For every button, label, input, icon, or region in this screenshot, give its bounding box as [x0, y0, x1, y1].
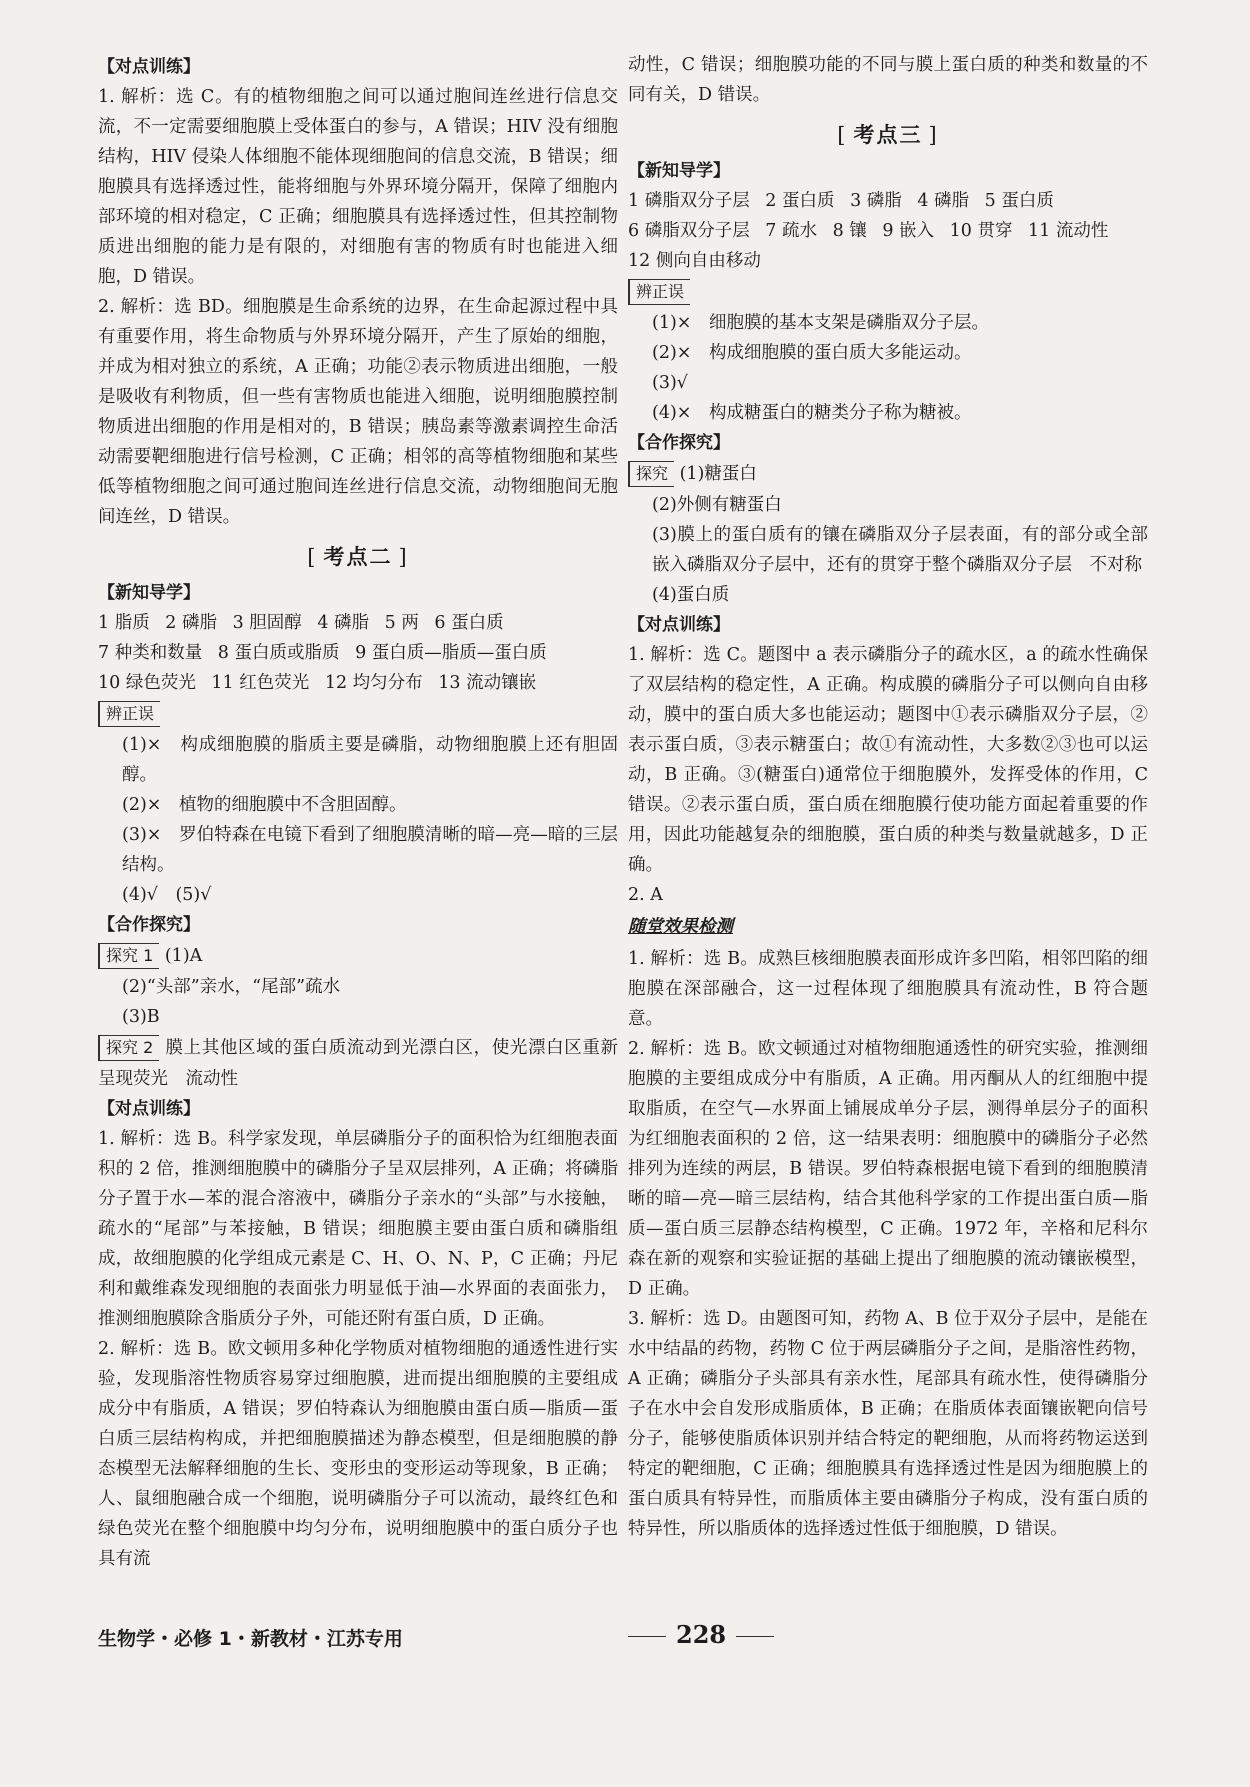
page-number: 228	[618, 1620, 784, 1649]
answer-line: (3)√	[652, 373, 688, 393]
section-title: 【对点训练】	[98, 1099, 200, 1119]
answer-line: (2)“头部”亲水，“尾部”疏水	[122, 977, 341, 997]
answer-line: (3)B	[122, 1007, 160, 1027]
fill-item: 8 镶	[832, 221, 867, 241]
fill-item: 3 胆固醇	[232, 613, 302, 633]
answer-line: 膜上其他区域的蛋白质流动到光漂白区，使光漂白区重新呈现荧光 流动性	[98, 1038, 618, 1089]
section-title: 【对点训练】	[628, 615, 730, 635]
topic-heading: [ 考点二 ]	[98, 542, 618, 572]
answer-paragraph: 1. 解析：选 B。成熟巨核细胞膜表面形成许多凹陷，相邻凹陷的细胞膜在深部融合，这一过程体现了细胞膜具有流动性，B 符合题意。	[628, 949, 1148, 1029]
answer-paragraph: 2. A	[628, 885, 663, 905]
subsection-label: 辨正误	[98, 701, 160, 727]
section-title: 【对点训练】	[98, 57, 200, 77]
section-title: 随堂效果检测	[628, 917, 733, 937]
fill-in-answers	[628, 186, 1148, 276]
answer-line: (2)× 构成细胞膜的蛋白质大多能运动。	[652, 343, 972, 363]
answer-paragraph: 2. 解析：选 B。欧文顿用多种化学物质对植物细胞的通透性进行实验，发现脂溶性物质容易穿过细胞膜，进而提出细胞膜的主要组成成分中有脂质，A 错误；罗伯特森认为细胞膜由蛋白质—脂质—蛋白质三层结构构成，并把细胞膜描述为静态模型，但是细胞膜的静态模型无法解释细胞的生长、变形虫的变形运动等现象，B 正确；人、鼠细胞融合成一个细胞，说明磷脂分子可以流动，最终红色和绿色荧光在整个细胞膜中均匀分布，说明细胞膜中的蛋白质分子也具有流	[98, 1339, 618, 1569]
fill-item: 11 流动性	[1028, 221, 1109, 241]
fill-item: 1 脂质	[98, 613, 150, 633]
answer-line: (3)膜上的蛋白质有的镶在磷脂双分子层表面，有的部分或全部嵌入磷脂双分子层中，还有的贯穿于整个磷脂双分子层 不对称	[652, 525, 1148, 575]
section-title: 【合作探究】	[628, 433, 730, 453]
subsection-label: 探究 1	[98, 943, 159, 969]
fill-item: 10 绿色荧光	[98, 673, 196, 693]
explore-2	[98, 1032, 618, 1094]
subsection-label: 辨正误	[628, 279, 690, 305]
answer-line: (2)外侧有糖蛋白	[652, 495, 782, 515]
section-title: 【新知导学】	[628, 161, 730, 181]
explore	[628, 458, 1148, 490]
fill-item: 4 磷脂	[917, 191, 970, 211]
fill-item: 12 侧向自由移动	[628, 251, 761, 271]
fill-item: 10 贯穿	[949, 221, 1013, 241]
fill-item: 12 均匀分布	[324, 673, 423, 693]
left-column	[98, 52, 618, 1574]
fill-item: 3 磷脂	[850, 191, 902, 211]
answer-line: (3)× 罗伯特森在电镜下看到了细胞膜清晰的暗—亮—暗的三层结构。	[122, 825, 618, 875]
answer-line: (4)× 构成糖蛋白的糖类分子称为糖被。	[652, 403, 972, 423]
fill-item: 7 疏水	[765, 221, 817, 241]
section-title: 【合作探究】	[98, 915, 200, 935]
fill-item: 4 磷脂	[317, 613, 370, 633]
answer-line: (2)× 植物的细胞膜中不含胆固醇。	[122, 795, 407, 815]
fill-item: 9 嵌入	[882, 221, 935, 241]
fill-item: 9 蛋白质—脂质—蛋白质	[355, 643, 547, 663]
answer-paragraph: 3. 解析：选 D。由题图可知，药物 A、B 位于双分子层中，是能在水中结晶的药物，药物 C 位于两层磷脂分子之间，是脂溶性药物，A 正确；磷脂分子头部具有亲水性，尾部具有疏水性，使得磷脂分子在水中会自发形成脂质体，B 正确；在脂质体表面镶嵌靶向信号分子，能够使脂质体识别并结合特定的靶细胞，从而将药物运送到特定的靶细胞，C 正确；细胞膜具有选择透过性是因为细胞膜上的蛋白质具有特异性，而脂质体主要由磷脂分子构成，没有蛋白质的特异性，所以脂质体的选择透过性低于细胞膜，D 错误。	[628, 1309, 1148, 1539]
page-footer	[98, 1620, 1158, 1660]
fill-item: 1 磷脂双分子层	[628, 191, 750, 211]
answer-paragraph: 1. 解析：选 C。题图中 a 表示磷脂分子的疏水区，a 的疏水性确保了双层结构的稳定性，A 正确。构成膜的磷脂分子可以侧向自由移动，膜中的蛋白质大多也能运动；题图中①表示磷脂双分子层，②表示蛋白质，③表示糖蛋白；故①有流动性，大多数②③也可以运动，B 正确。③(糖蛋白)通常位于细胞膜外，发挥受体的作用，C 错误。②表示蛋白质，蛋白质在细胞膜行使功能方面起着重要的作用，因此功能越复杂的细胞膜，蛋白质的种类与数量就越多，D 正确。	[628, 645, 1148, 875]
fill-item: 7 种类和数量	[98, 643, 203, 663]
answer-line: (1)糖蛋白	[679, 464, 757, 484]
fill-item: 5 两	[384, 613, 419, 633]
fill-item: 2 磷脂	[165, 613, 217, 633]
book-title: 生物学・必修 1・新教材・江苏专用	[98, 1628, 403, 1650]
answer-paragraph: 1. 解析：选 C。有的植物细胞之间可以通过胞间连丝进行信息交流，不一定需要细胞膜上受体蛋白的参与，A 错误；HIV 没有细胞结构，HIV 侵染人体细胞不能体现细胞间的信息交流，B 错误；细胞膜具有选择透过性，能将细胞与外界环境分隔开，保障了细胞内部环境的相对稳定，C 正确；细胞膜具有选择透过性，但其控制物质进出细胞的能力是有限的，对细胞有害的物质有时也能进入细胞，D 错误。	[98, 87, 618, 287]
fill-item: 13 流动镶嵌	[438, 673, 537, 693]
topic-heading: [ 考点三 ]	[628, 120, 1148, 150]
answer-line: (1)× 构成细胞膜的脂质主要是磷脂，动物细胞膜上还有胆固醇。	[122, 735, 618, 785]
fill-item: 11 红色荧光	[211, 673, 310, 693]
answer-paragraph: 1. 解析：选 B。科学家发现，单层磷脂分子的面积恰为红细胞表面积的 2 倍，推测细胞膜中的磷脂分子呈双层排列，A 正确；将磷脂分子置于水—苯的混合溶液中，磷脂分子亲水的“头部”与水接触，疏水的“尾部”与苯接触，B 错误；细胞膜主要由蛋白质和磷脂组成，故细胞膜的化学组成元素是 C、H、O、N、P，C 正确；丹尼利和戴维森发现细胞的表面张力明显低于油—水界面的表面张力，推测细胞膜除含脂质分子外，可能还附有蛋白质，D 正确。	[98, 1129, 618, 1329]
fill-in-answers	[98, 608, 618, 698]
answer-line: (1)× 细胞膜的基本支架是磷脂双分子层。	[652, 313, 989, 333]
right-column	[628, 50, 1148, 1544]
answer-paragraph: 动性，C 错误；细胞膜功能的不同与膜上蛋白质的种类和数量的不同有关，D 错误。	[628, 55, 1148, 105]
answer-line: (4)蛋白质	[652, 585, 730, 605]
subsection-label: 探究	[628, 461, 674, 487]
fill-item: 5 蛋白质	[984, 191, 1054, 211]
section-title: 【新知导学】	[98, 583, 200, 603]
subsection-label: 探究 2	[98, 1035, 159, 1061]
fill-item: 6 蛋白质	[434, 613, 504, 633]
answer-line: (1)A	[164, 946, 203, 966]
fill-item: 6 磷脂双分子层	[628, 221, 750, 241]
explore-1	[98, 940, 618, 972]
answer-line: (4)√ (5)√	[122, 885, 212, 905]
answer-paragraph: 2. 解析：选 B。欧文顿通过对植物细胞通透性的研究实验，推测细胞膜的主要组成成分中有脂质，A 正确。用丙酮从人的红细胞中提取脂质，在空气—水界面上铺展成单分子层，测得单层分子的面积为红细胞表面积的 2 倍，这一结果表明：细胞膜中的磷脂分子必然排列为连续的两层，B 错误。罗伯特森根据电镜下看到的细胞膜清晰的暗—亮—暗三层结构，结合其他科学家的工作提出蛋白质—脂质—蛋白质三层静态结构模型，C 正确。1972 年，辛格和尼科尔森在新的观察和实验证据的基础上提出了细胞膜的流动镶嵌模型，D 正确。	[628, 1039, 1148, 1299]
fill-item: 2 蛋白质	[765, 191, 835, 211]
answer-paragraph: 2. 解析：选 BD。细胞膜是生命系统的边界，在生命起源过程中具有重要作用，将生命物质与外界环境分隔开，产生了原始的细胞，并成为相对独立的系统，A 正确；功能②表示物质进出细胞，一般是吸收有利物质，但一些有害物质也能进入细胞，说明细胞膜控制物质进出细胞的作用是相对的，B 错误；胰岛素等激素调控生命活动需要靶细胞进行信号检测，C 正确；相邻的高等植物细胞和某些低等植物细胞之间可通过胞间连丝进行信息交流，动物细胞间无胞间连丝，D 错误。	[98, 297, 618, 527]
fill-item: 8 蛋白质或脂质	[217, 643, 340, 663]
